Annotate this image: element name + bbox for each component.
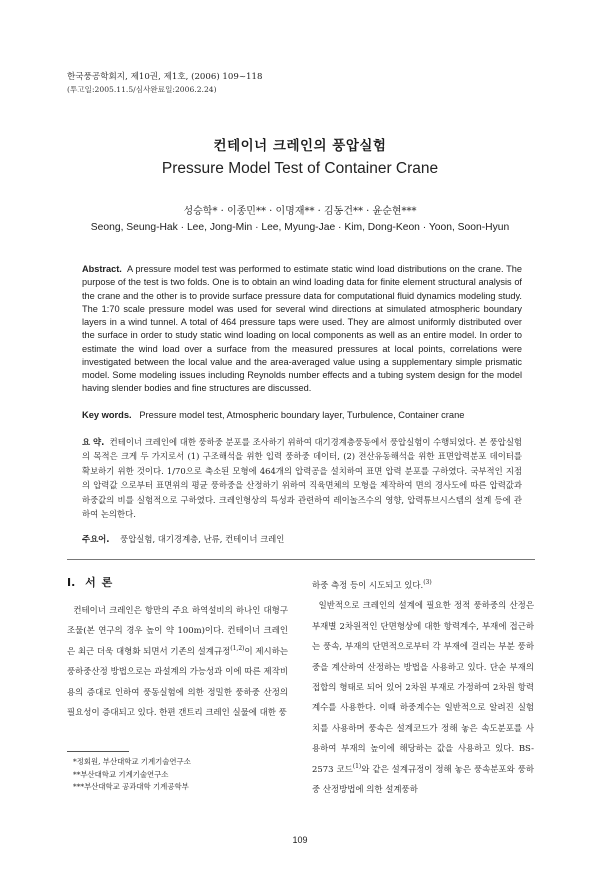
page-number: 109 (292, 835, 308, 845)
keywords (82, 410, 522, 420)
abstract-label: Abstract. (82, 264, 122, 274)
footnote-divider (67, 751, 129, 752)
intro-paragraph-left (67, 600, 288, 722)
authors-korean: 성승학* · 이종민** · 이명재** · 김동건** · 윤순현*** (183, 206, 417, 217)
footnote: *정회원, 부산대학교 기계기술연구소 (73, 757, 191, 766)
citation-ref: (1,2) (230, 645, 245, 652)
right-text-part2: 와 같은 설계규정이 정해 놓은 풍속분포와 풍하중 산정방법에 의한 설계풍하 (312, 763, 534, 795)
intro-paragraph-right (312, 575, 534, 799)
intro-text-part2: 이 제시하는 풍하중산정 방법으로는 과설계의 가능성과 이에 따른 제작비용의 증대로 인하여 풍동실험에 의한 정밀한 풍하중 산정의 필요성이 증대되고 있다. 한편 갠트리 크레인 실물에 대한 풍 (67, 645, 288, 718)
section-divider (67, 559, 535, 560)
footnote: ***부산대학교 공과대학 기계공학부 (73, 782, 189, 791)
korean-keywords (82, 533, 522, 545)
korean-summary (82, 435, 522, 521)
korean-summary-label: 요 약. (82, 437, 105, 447)
journal-citation: 한국풍공학회지, 제10권, 제1호, (2006) 109~118 (67, 72, 263, 82)
korean-summary-text: 컨테이너 크레인에 대한 풍하중 분포를 조사하기 위하여 대기경계층풍동에서 풍압실험이 수행되었다. 본 풍압실험의 목적은 크게 두 가지로서 (1) 구조해석을 위한 입력 풍하중 데이터, (2) 전산유동해석을 위한 표면압력분포 데이터를 확보하기 위한 것이다. 1/70으로 축소된 모형에 464개의 압력공을 설치하여 표면 압력 분포를 구하였다. 국부적인 지점의 압력값 으로부터 표면위의 평균 풍하중을 산정하기 위하여 직육면체의 모형을 제작하여 면의 경사도에 따른 압력값과 하중값의 비를 실험적으로 구하였다. 크레인형상의 특성과 관련하여 레이놀즈수의 영향, 압력튜브시스템의 설계 등에 관하여 논의한다. (82, 437, 523, 520)
journal-header (67, 70, 262, 96)
intro-text-part1: 컨테이너 크레인은 항만의 주요 하역설비의 하나인 대형구조물(본 연구의 경우 높이 약 100m)이다. 컨테이너 크레인은 최근 더욱 대형화 되면서 기존의 설계규정 (67, 605, 288, 656)
section-title: 서 론 (85, 576, 114, 589)
submission-dates: (투고일:2005.11.5/심사완료일:2006.2.24) (67, 85, 217, 94)
korean-keywords-label: 주요어. (82, 534, 110, 544)
citation-ref: (1) (352, 762, 362, 770)
keywords-text: Pressure model test, Atmospheric boundary layer, Turbulence, Container crane (139, 410, 465, 420)
right-continuation: 하중 측정 등이 시도되고 있다. (312, 580, 424, 590)
keywords-label: Key words. (82, 410, 132, 420)
title-korean: 컨테이너 크레인의 풍압실험 (213, 138, 387, 154)
abstract (82, 263, 522, 396)
footnote: **부산대학교 기계기술연구소 (73, 769, 169, 779)
left-column (67, 574, 288, 722)
footnotes (73, 756, 191, 794)
authors-english: Seong, Seung-Hak · Lee, Jong-Min · Lee, Myung-Jae · Kim, Dong-Keon · Yoon, Soon-Hyun (90, 222, 510, 233)
title-english: Pressure Model Test of Container Crane (161, 160, 439, 177)
right-text-part1: 일반적으로 크레인의 설계에 필요한 정적 풍하중의 산정은 부재별 2차원적인 단면형상에 대한 항력계수, 부재에 접근하는 풍속, 부재의 단면적으로부터 각 부재에 걸리는 부분 풍하중을 계산하여 산정하는 방법을 사용하고 있다. 단순 부재의 접합의 형태로 되어 있어 2차원 부재로 가정하여 2차원 항력계수를 사용한다. 이때 하중계수는 일반적으로 알려진 실험치를 사용하며 풍속은 설계코드가 정해 놓은 속도분포를 사용하여 부재의 높이에 해당하는 값을 사용하고 있다. BS-2573 코드 (312, 600, 534, 774)
citation-ref: (3) (423, 579, 432, 587)
section-number: I. (67, 576, 76, 589)
right-column (312, 575, 534, 799)
korean-keywords-text: 풍압실험, 대기경계층, 난류, 컨테이너 크레인 (120, 534, 285, 544)
section-heading (67, 574, 288, 590)
abstract-text: A pressure model test was performed to estimate static wind load distributions on the crane. The purpose of the test is two folds. One is to obtain an wind loading data for finite element structural analysis of the crane and the other is to provide surface pressure data for computational fluid dynamics modeling study. The 1:70 scale pressure model was used for several wind directions at simulated atmospheric boundary layers in a wind tunnel. A total of 464 pressure taps were used. They are almost uniformly distributed over the surface in order to study static wind loading on local components as well as an entire model. In order to estimate the wind load over a surface from the measured pressures at local points, correlations were investigated between the local value and the area-averaged value using a supplementary simple prismatic model. Some modeling issues including Reynolds number effects and a tubing system design for the model having slender bodies and fine structures are discussed. (82, 264, 522, 394)
